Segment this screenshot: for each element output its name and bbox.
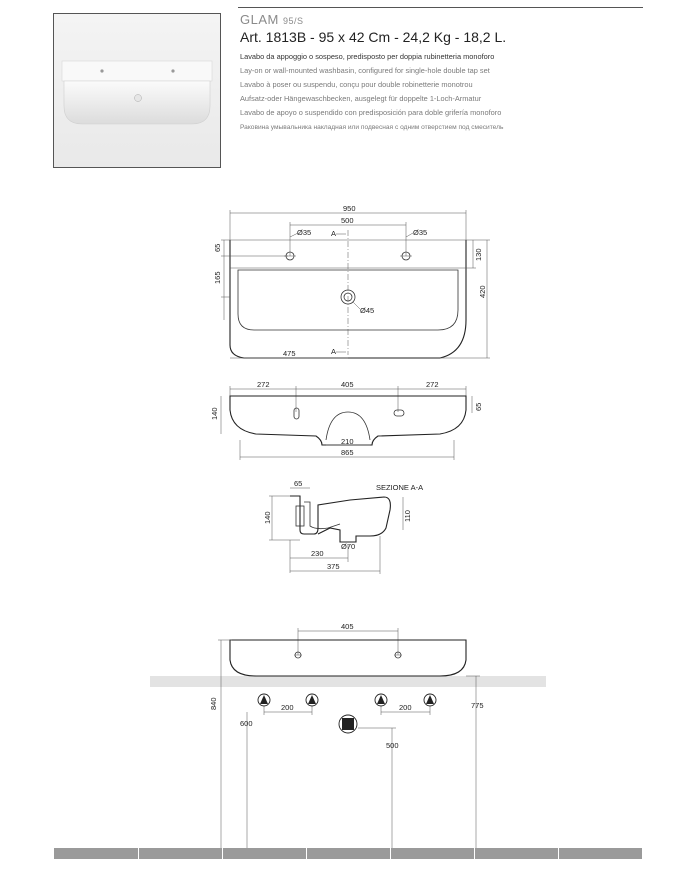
floor-band: [54, 848, 642, 859]
install-dim-200-right: 200: [399, 703, 412, 712]
plan-dim-130: 130: [474, 248, 483, 261]
front-dim-65: 65: [474, 402, 483, 411]
valve-icon-3: [375, 694, 387, 706]
section-title: SEZIONE A-A: [376, 483, 424, 492]
install-dim-405: 405: [341, 622, 354, 631]
section-dim-65: 65: [294, 479, 303, 488]
article-line: Art. 1813B - 95 x 42 Cm - 24,2 Kg - 18,2 L.: [240, 29, 507, 45]
install-dim-600: 600: [240, 719, 253, 728]
front-dim-210: 210: [341, 437, 354, 446]
description-it: Lavabo da appoggio o sospeso, predisposto per doppia rubinetteria monoforo: [240, 52, 495, 61]
plan-drain: Ø45: [360, 306, 375, 315]
front-dim-140: 140: [210, 407, 219, 420]
valve-icon-1: [258, 694, 270, 706]
plan-dim-420: 420: [478, 285, 487, 298]
plan-view: [213, 204, 490, 358]
section-mark-top: A: [331, 229, 337, 238]
front-dim-left: 272: [257, 380, 270, 389]
floor-joint: [222, 848, 223, 859]
plan-dim-65: 65: [213, 243, 222, 252]
section-dim-375: 375: [327, 562, 340, 571]
description-en: Lay-on or wall-mounted washbasin, configured for single-hole double tap set: [240, 66, 490, 75]
description-fr: Lavabo à poser ou suspendu, conçu pour double robinetterie monotrou: [240, 80, 473, 89]
front-dim-865: 865: [341, 448, 354, 457]
install-dim-840: 840: [209, 697, 218, 710]
waste-outlet-icon: [339, 715, 357, 733]
floor-joint: [558, 848, 559, 859]
valve-icon-2: [306, 694, 318, 706]
installation-view: [209, 622, 484, 848]
series-title: GLAM 95/S: [240, 12, 304, 27]
install-dim-775: 775: [471, 701, 484, 710]
description-de: Aufsatz-oder Hängewaschbecken, ausgelegt für doppelte 1-Loch-Armatur: [240, 94, 482, 103]
section-dim-140: 140: [263, 511, 272, 524]
plan-tap-hole-right: Ø35: [413, 228, 428, 237]
front-view: [210, 380, 483, 460]
floor-joint: [138, 848, 139, 859]
plan-dim-width: 950: [343, 204, 356, 213]
section-dim-230: 230: [311, 549, 324, 558]
plan-dim-475: 475: [283, 349, 296, 358]
plan-dim-hole-spacing: 500: [341, 216, 354, 225]
plan-dim-165: 165: [213, 271, 222, 284]
install-dim-500: 500: [386, 741, 399, 750]
floor-joint: [474, 848, 475, 859]
section-drain: Ø70: [341, 542, 356, 551]
floor-joint: [306, 848, 307, 859]
section-dim-110: 110: [403, 510, 412, 522]
front-dim-mid: 405: [341, 380, 354, 389]
floor-joint: [390, 848, 391, 859]
plan-tap-hole-left: Ø35: [297, 228, 312, 237]
section-mark-bottom: A: [331, 347, 337, 356]
valve-icon-4: [424, 694, 436, 706]
front-dim-right: 272: [426, 380, 439, 389]
install-dim-200-left: 200: [281, 703, 294, 712]
description-es: Lavabo de apoyo o suspendido con predisposición para doble grifería monoforo: [240, 108, 502, 117]
description-ru: Раковина умывальника накладная или подвесная с одним отверстием под смеситель: [240, 124, 504, 131]
section-view: [263, 479, 423, 574]
